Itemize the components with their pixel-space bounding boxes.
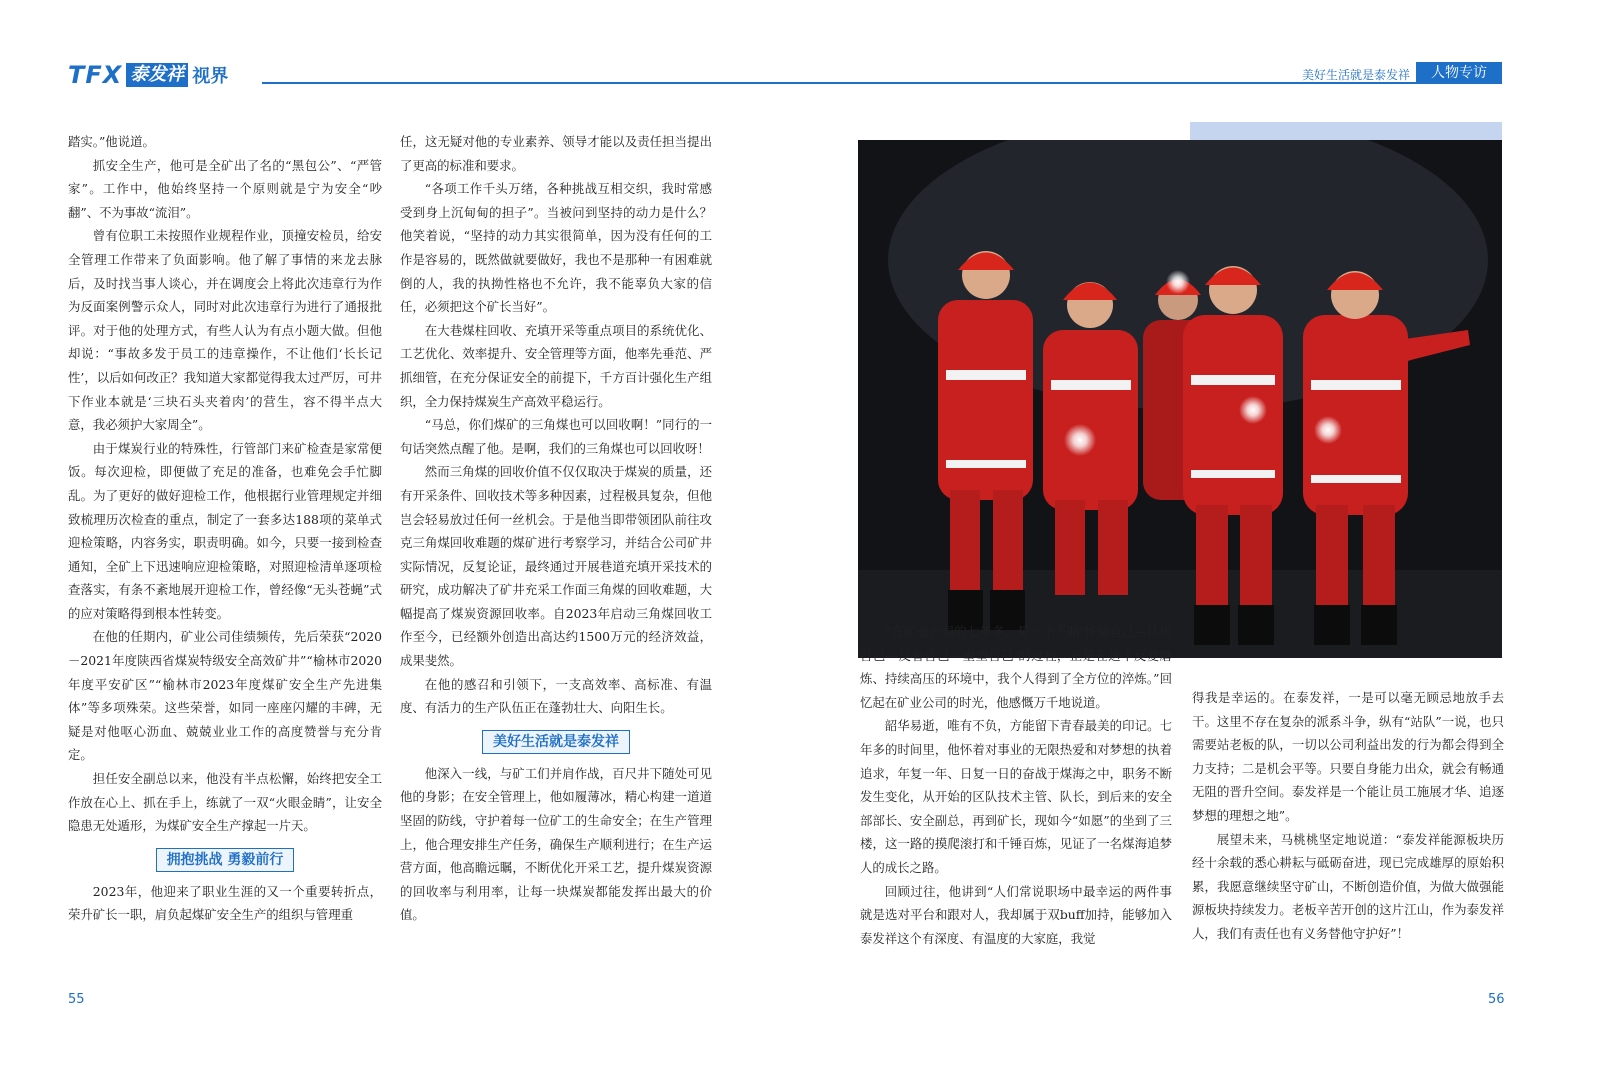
text-column-3	[860, 620, 1172, 950]
logo-vision: 视界	[192, 66, 229, 87]
photo-accent-bar	[1190, 122, 1502, 142]
miners-photo	[858, 140, 1502, 658]
paragraph: “马总，你们煤矿的三角煤也可以回收啊！”同行的一句话突然点醒了他。是啊，我们的三角煤也可以回收呀！	[400, 417, 712, 456]
page-number-right: 56	[1488, 992, 1505, 1007]
page-number-left: 55	[68, 992, 85, 1007]
paragraph: 抓安全生产，他可是全矿出了名的“黑包公”、“严管家”。工作中，他始终坚持一个原则就是宁为安全“吵翻”、不为事故“流泪”。	[68, 157, 382, 220]
section-tag: 人物专访	[1416, 62, 1502, 84]
logo-brand: 泰发祥	[126, 63, 188, 87]
subheading-label: 美好生活就是泰发祥	[482, 730, 630, 754]
paragraph: “在矿业公司的七年多，是一个不断‘怀疑自己—认识自己—反省自己—重塑自己’的过程，正是在这个反复磨炼、持续高压的环境中，我个人得到了全方位的淬炼。”回忆起在矿业公司的时光，他感慨万千地说道。	[860, 624, 1172, 710]
paragraph: 任，这无疑对他的专业素养、领导才能以及责任担当提出了更高的标准和要求。	[400, 134, 712, 173]
subheading	[68, 848, 382, 872]
paragraph: 踏实。”他说道。	[68, 134, 155, 149]
header-slogan: 美好生活就是泰发祥	[1301, 68, 1410, 82]
paragraph: 他深入一线，与矿工们并肩作战，百尺井下随处可见他的身影；在安全管理上，他如履薄冰，精心构建一道道坚固的防线，守护着每一位矿工的生命安全；在生产管理上，他合理安排生产任务，确保生产顺利进行；在生产运营方面，他高瞻远瞩，不断优化开采工艺，提升煤炭资源的回收率与利用率，让每一块煤炭都能发挥出最大的价值。	[400, 765, 712, 923]
paragraph: 曾有位职工未按照作业规程作业，顶撞安检员，给安全管理工作带来了负面影响。他了解了事情的来龙去脉后，及时找当事人谈心，并在调度会上将此次违章行为作为反面案例警示众人，同时对此次违章行为进行了通报批评。对于他的处理方式，有些人认为有点小题大做。但他却说：“事故多发于员工的违章操作，不让他们‘长长记性’，以后如何改正？我知道大家都觉得我太过严厉，可井下作业本就是‘三块石头夹着肉’的营生，容不得半点大意，我必须护大家周全”。	[68, 228, 382, 433]
paragraph: 在大巷煤柱回收、充填开采等重点项目的系统优化、工艺优化、效率提升、安全管理等方面，他率先垂范、严抓细管，在充分保证安全的前提下，千方百计强化生产组织，全力保持煤炭生产高效平稳运行。	[400, 322, 712, 409]
paragraph: 然而三角煤的回收价值不仅仅取决于煤炭的质量，还有开采条件、回收技术等多种因素，过程极具复杂，但他岂会轻易放过任何一丝机会。于是他当即带领团队前往攻克三角煤回收难题的煤矿进行考察学习，并结合公司矿井实际情况，反复论证，最终通过开展巷道充填开采技术的研究，成功解决了矿井充采工作面三角煤的回收难题，大幅提高了煤炭资源回收率。自2023年启动三角煤回收工作至今，已经额外创造出高达约1500万元的经济效益，成果斐然。	[400, 464, 712, 669]
logo-tfx: TFX	[68, 61, 123, 89]
paragraph: 在他的感召和引领下，一支高效率、高标准、有温度、有活力的生产队伍正在蓬勃壮大、向阳生长。	[400, 676, 712, 716]
paragraph: 韶华易逝，唯有不负，方能留下青春最美的印记。七年多的时间里，他怀着对事业的无限热爱和对梦想的执着追求，年复一年、日复一日的奋战于煤海之中，职务不断发生变化，从开始的区队技术主管、队长，到后来的安全部部长、安全副总，再到矿长，现如今“如愿”的坐到了三楼，这一路的摸爬滚打和千锤百炼，见证了一名煤海追梦人的成长之路。	[860, 718, 1172, 875]
paragraph: 回顾过往，他讲到“人们常说职场中最幸运的两件事就是选对平台和跟对人，我却属于双buff加持，能够加入泰发祥这个有深度、有温度的大家庭，我觉	[860, 883, 1172, 946]
subheading-label: 拥抱挑战 勇毅前行	[156, 848, 295, 872]
text-column-4	[1192, 686, 1504, 946]
paragraph: 展望未来，马桃桃坚定地说道：“泰发祥能源板块历经十余载的悉心耕耘与砥砺奋进，现已完成雄厚的原始积累，我愿意继续坚守矿山，不断创造价值，为做大做强能源板块持续发力。老板辛苦开创的这片江山，作为泰发祥人，我们有责任也有义务替他守护好”！	[1192, 831, 1504, 941]
text-column-2	[400, 130, 712, 927]
paragraph: 2023年，他迎来了职业生涯的又一个重要转折点，荣升矿长一职，肩负起煤矿安全生产的组织与管理重	[68, 883, 382, 923]
miners-illustration	[858, 140, 1502, 658]
paragraph: 在他的任期内，矿业公司佳绩频传，先后荣获“2020－2021年度陕西省煤炭特级安全高效矿井”“榆林市2020年度平安矿区”“榆林市2023年度煤矿安全生产先进集体”等多项殊荣。这些荣誉，如同一座座闪耀的丰碑，无疑是对他呕心沥血、兢兢业业工作的高度赞誉与充分肯定。	[68, 629, 382, 763]
magazine-logo	[68, 62, 228, 88]
paragraph: 担任安全副总以来，他没有半点松懈，始终把安全工作放在心上、抓在手上，练就了一双“火眼金睛”，让安全隐患无处遁形，为煤矿安全生产撑起一片天。	[68, 771, 382, 834]
subheading	[400, 730, 712, 754]
paragraph: 得我是幸运的。在泰发祥，一是可以毫无顾忌地放手去干。这里不存在复杂的派系斗争，纵有“站队”一说，也只需要站老板的队，一切以公司利益出发的行为都会得到全力支持；二是机会平等。只要自身能力出众，就会有畅通无阻的晋升空间。泰发祥是一个能让员工施展才华、追逐梦想的理想之地”。	[1192, 690, 1504, 823]
paragraph: “各项工作千头万绪，各种挑战互相交织，我时常感受到身上沉甸甸的担子”。当被问到坚持的动力是什么？他笑着说，“坚持的动力其实很简单，因为没有任何的工作是容易的，既然做就要做好，我也不是那种一有困难就倒的人，我的执拗性格也不允许，我不能辜负大家的信任，必须把这个矿长当好”。	[400, 181, 712, 315]
paragraph: 由于煤炭行业的特殊性，行管部门来矿检查是家常便饭。每次迎检，即便做了充足的准备，也难免会手忙脚乱。为了更好的做好迎检工作，他根据行业管理规定并细致梳理历次检查的重点，制定了一套多达188项的菜单式迎检策略，内容务实，职责明确。如今，只要一接到检查通知，全矿上下迅速响应迎检策略，对照迎检清单逐项检查落实，有条不紊地展开迎检工作，曾经像“无头苍蝇”式的应对策略得到根本性转变。	[68, 440, 382, 621]
text-column-1	[68, 130, 382, 927]
